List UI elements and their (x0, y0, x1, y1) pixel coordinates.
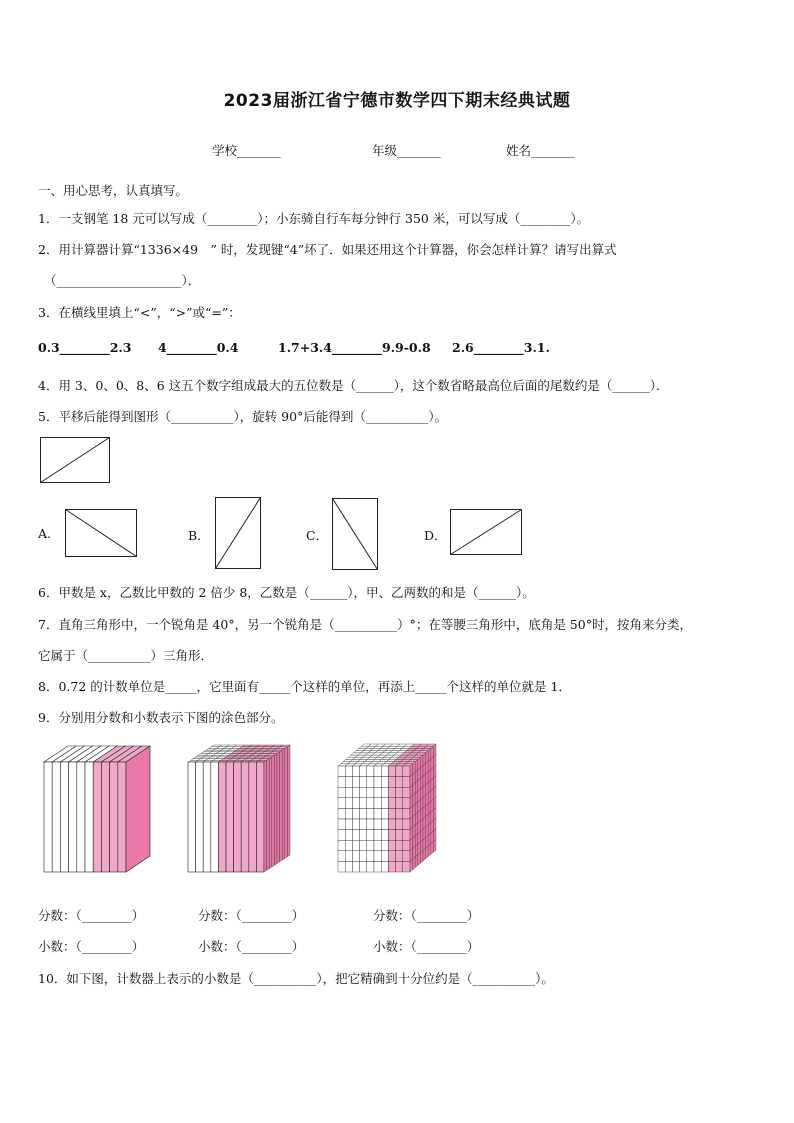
cube-cell (388, 861, 395, 872)
question-2-answer: （____________________）． (44, 273, 201, 288)
cube-cell (381, 766, 388, 777)
q3-item: 0.3________2.3 (38, 340, 132, 355)
cube-cell (360, 766, 367, 777)
cube-cell (360, 777, 367, 788)
cube-cell (403, 840, 410, 851)
cube-side-cell (426, 846, 429, 859)
cube-cell (352, 787, 359, 798)
cube-cell (338, 766, 345, 777)
cube-side-strip (267, 759, 270, 871)
cube-cell (360, 851, 367, 862)
cube-cell (338, 798, 345, 809)
cube-cell (345, 819, 352, 830)
cube-cell (367, 851, 374, 862)
cube-slab (241, 762, 249, 872)
cube-cell (396, 808, 403, 819)
q3-item: 2.6________3.1. (452, 340, 550, 355)
cube-slab (234, 762, 242, 872)
cube-slab (52, 762, 60, 872)
cube-slab (101, 762, 109, 872)
cube-slab (249, 762, 257, 872)
cube-slab (77, 762, 85, 872)
cube-side-cell (415, 855, 418, 868)
cube-cell (367, 840, 374, 851)
cube-cell (388, 787, 395, 798)
cube-cell (374, 861, 381, 872)
cube-side-strip (285, 747, 288, 859)
cube-cell (374, 766, 381, 777)
cube-cell (352, 840, 359, 851)
cube-cell (352, 861, 359, 872)
cube-cell (388, 808, 395, 819)
cube-cell (403, 787, 410, 798)
cube-cell (374, 787, 381, 798)
cube-cell (403, 851, 410, 862)
cube-cell (367, 766, 374, 777)
cube-side-strip (287, 745, 290, 857)
cube-cell (345, 808, 352, 819)
cube-cell (403, 808, 410, 819)
cube-side-cell (410, 859, 413, 872)
cube-cell (381, 840, 388, 851)
cube-cell (338, 840, 345, 851)
cube-side-cell (423, 848, 426, 861)
cube-cell (396, 830, 403, 841)
q9-decimal-2[interactable]: 小数：（________） (198, 939, 305, 954)
cube-side-cell (433, 839, 436, 852)
cube-side-cell (413, 857, 416, 870)
cube-cell (352, 798, 359, 809)
cube-slab (69, 762, 77, 872)
question-7: 7．直角三角形中，一个锐角是 40°，另一个锐角是（__________）°；在等腰三角形中，底角是 50°时，按角来分类， (38, 617, 692, 632)
cube-cell (345, 798, 352, 809)
cube-slab (226, 762, 234, 872)
cube-slab (44, 762, 52, 872)
cube-thousandths (336, 740, 440, 876)
cube-side-strip (280, 750, 283, 862)
option-d-figure[interactable] (450, 509, 524, 557)
cube-cell (345, 830, 352, 841)
cube-hundredths (186, 742, 296, 876)
cube-side-cell (418, 853, 421, 866)
question-5: 5．平移后能得到图形（__________），旋转 90°后能得到（__________）。 (38, 409, 448, 424)
cube-cell (388, 766, 395, 777)
cube-cell (352, 819, 359, 830)
cube-side-cell (431, 842, 434, 855)
option-c-label: C． (306, 528, 329, 543)
cube-side-strip (277, 752, 280, 864)
section-heading: 一、用心思考，认真填写。 (38, 183, 189, 198)
cube-cell (381, 819, 388, 830)
cube-cell (396, 851, 403, 862)
cube-cell (338, 777, 345, 788)
cube-cell (388, 777, 395, 788)
question-7-line2: 它属于（__________）三角形． (38, 648, 214, 663)
cube-cell (374, 808, 381, 819)
cube-side-strip (274, 754, 277, 866)
option-a-label: A. (38, 526, 52, 541)
cube-cell (403, 766, 410, 777)
cube-cell (360, 798, 367, 809)
cube-cell (367, 798, 374, 809)
cube-cell (388, 819, 395, 830)
cube-cell (403, 798, 410, 809)
cube-cell (374, 840, 381, 851)
cube-slab (110, 762, 118, 872)
cube-slab (118, 762, 126, 872)
cube-side-strip (282, 748, 285, 860)
cube-cell (345, 766, 352, 777)
question-2: 2．用计算器计算“1336×49 ” 时，发现键“4”坏了．如果还用这个计算器，你会怎样计算？请写出算式 (38, 242, 617, 257)
page-title: 2023届浙江省宁德市数学四下期末经典试题 (223, 91, 571, 111)
q9-fraction-2[interactable]: 分数：（________） (198, 908, 305, 923)
cube-cell (345, 861, 352, 872)
question-9: 9．分别用分数和小数表示下图的涂色部分。 (38, 710, 284, 725)
cube-cell (374, 830, 381, 841)
cube-cell (345, 777, 352, 788)
q3-item: 4________0.4 (158, 340, 239, 355)
cube-cell (381, 777, 388, 788)
option-d-label: D． (424, 528, 447, 543)
cube-slab (256, 762, 264, 872)
q5-reference-figure (40, 437, 112, 485)
question-3: 3．在横线里填上“<”，“>”或“=”： (38, 305, 241, 320)
cube-cell (338, 861, 345, 872)
cube-cell (352, 830, 359, 841)
cube-cell (396, 787, 403, 798)
question-4: 4．用 3、0、0、8、6 这五个数字组成最大的五位数是（______），这个数省略最高位后面的尾数约是（______）． (38, 378, 669, 393)
option-a-figure[interactable] (65, 509, 139, 559)
cube-cell (396, 819, 403, 830)
cube-cell (345, 851, 352, 862)
cube-cell (367, 787, 374, 798)
cube-cell (388, 798, 395, 809)
cube-cell (345, 787, 352, 798)
cube-side-strip (269, 757, 272, 869)
cube-cell (388, 851, 395, 862)
cube-cell (381, 798, 388, 809)
cube-cell (360, 830, 367, 841)
cube-cell (396, 840, 403, 851)
cube-cell (396, 766, 403, 777)
cube-cell (338, 819, 345, 830)
cube-cell (403, 819, 410, 830)
cube-tenths (40, 742, 158, 876)
cube-cell (367, 819, 374, 830)
cube-cell (360, 808, 367, 819)
grade-field[interactable]: 年级_______ (372, 143, 441, 158)
cube-cell (352, 851, 359, 862)
cube-cell (352, 777, 359, 788)
cube-slab (60, 762, 68, 872)
cube-cell (403, 830, 410, 841)
cube-cell (374, 819, 381, 830)
cube-cell (396, 798, 403, 809)
cube-cell (367, 777, 374, 788)
q9-fraction-3[interactable]: 分数：（________） (373, 908, 480, 923)
cube-cell (360, 787, 367, 798)
school-field[interactable]: 学校_______ (212, 143, 281, 158)
cube-slab (196, 762, 204, 872)
cube-cell (338, 851, 345, 862)
cube-cell (374, 777, 381, 788)
cube-side-cell (428, 844, 431, 857)
cube-cell (367, 830, 374, 841)
cube-cell (360, 840, 367, 851)
cube-cell (338, 808, 345, 819)
q9-decimal-3[interactable]: 小数：（________） (373, 939, 480, 954)
cube-cell (352, 766, 359, 777)
q3-item: 1.7+3.4________9.9-0.8 (278, 340, 431, 355)
option-b-label: B． (188, 528, 210, 543)
q9-decimal-1[interactable]: 小数：（________） (38, 939, 145, 954)
cube-cell (403, 861, 410, 872)
cube-cell (345, 840, 352, 851)
q9-fraction-1[interactable]: 分数：（________） (38, 908, 145, 923)
question-8: 8．0.72 的计数单位是_____，它里面有_____个这样的单位，再添上_____个这样的单位就是 1． (38, 679, 571, 694)
question-10: 10．如下图，计数器上表示的小数是（__________），把它精确到十分位约是（__________）。 (38, 971, 554, 986)
cube-cell (338, 787, 345, 798)
cube-side-cell (420, 850, 423, 863)
cube-cell (388, 840, 395, 851)
cube-cell (360, 819, 367, 830)
question-6: 6．甲数是 x，乙数比甲数的 2 倍少 8，乙数是（______），甲、乙两数的和是（______）。 (38, 585, 535, 600)
cube-cell (374, 798, 381, 809)
cube-cell (381, 808, 388, 819)
cube-slab (203, 762, 211, 872)
cube-cell (388, 830, 395, 841)
cube-cell (374, 851, 381, 862)
cube-slab (85, 762, 93, 872)
option-c-figure[interactable] (332, 498, 380, 572)
cube-cell (396, 861, 403, 872)
cube-cell (352, 808, 359, 819)
cube-side-strip (272, 755, 275, 867)
cube-cell (338, 830, 345, 841)
cube-slab (211, 762, 219, 872)
cube-cell (381, 861, 388, 872)
cube-side-strip (264, 760, 267, 872)
cube-cell (381, 787, 388, 798)
cube-cell (360, 861, 367, 872)
cube-cell (367, 808, 374, 819)
name-field[interactable]: 姓名_______ (506, 143, 575, 158)
cube-slab (218, 762, 226, 872)
cube-cell (381, 851, 388, 862)
cube-cell (396, 777, 403, 788)
cube-slab (93, 762, 101, 872)
question-1: 1．一支钢笔 18 元可以写成（________）；小东骑自行车每分钟行 350 米，可以写成（________）。 (38, 211, 590, 226)
cube-cell (403, 777, 410, 788)
cube-cell (367, 861, 374, 872)
cube-cell (381, 830, 388, 841)
cube-side (126, 746, 150, 872)
cube-slab (188, 762, 196, 872)
option-b-figure[interactable] (215, 497, 263, 571)
